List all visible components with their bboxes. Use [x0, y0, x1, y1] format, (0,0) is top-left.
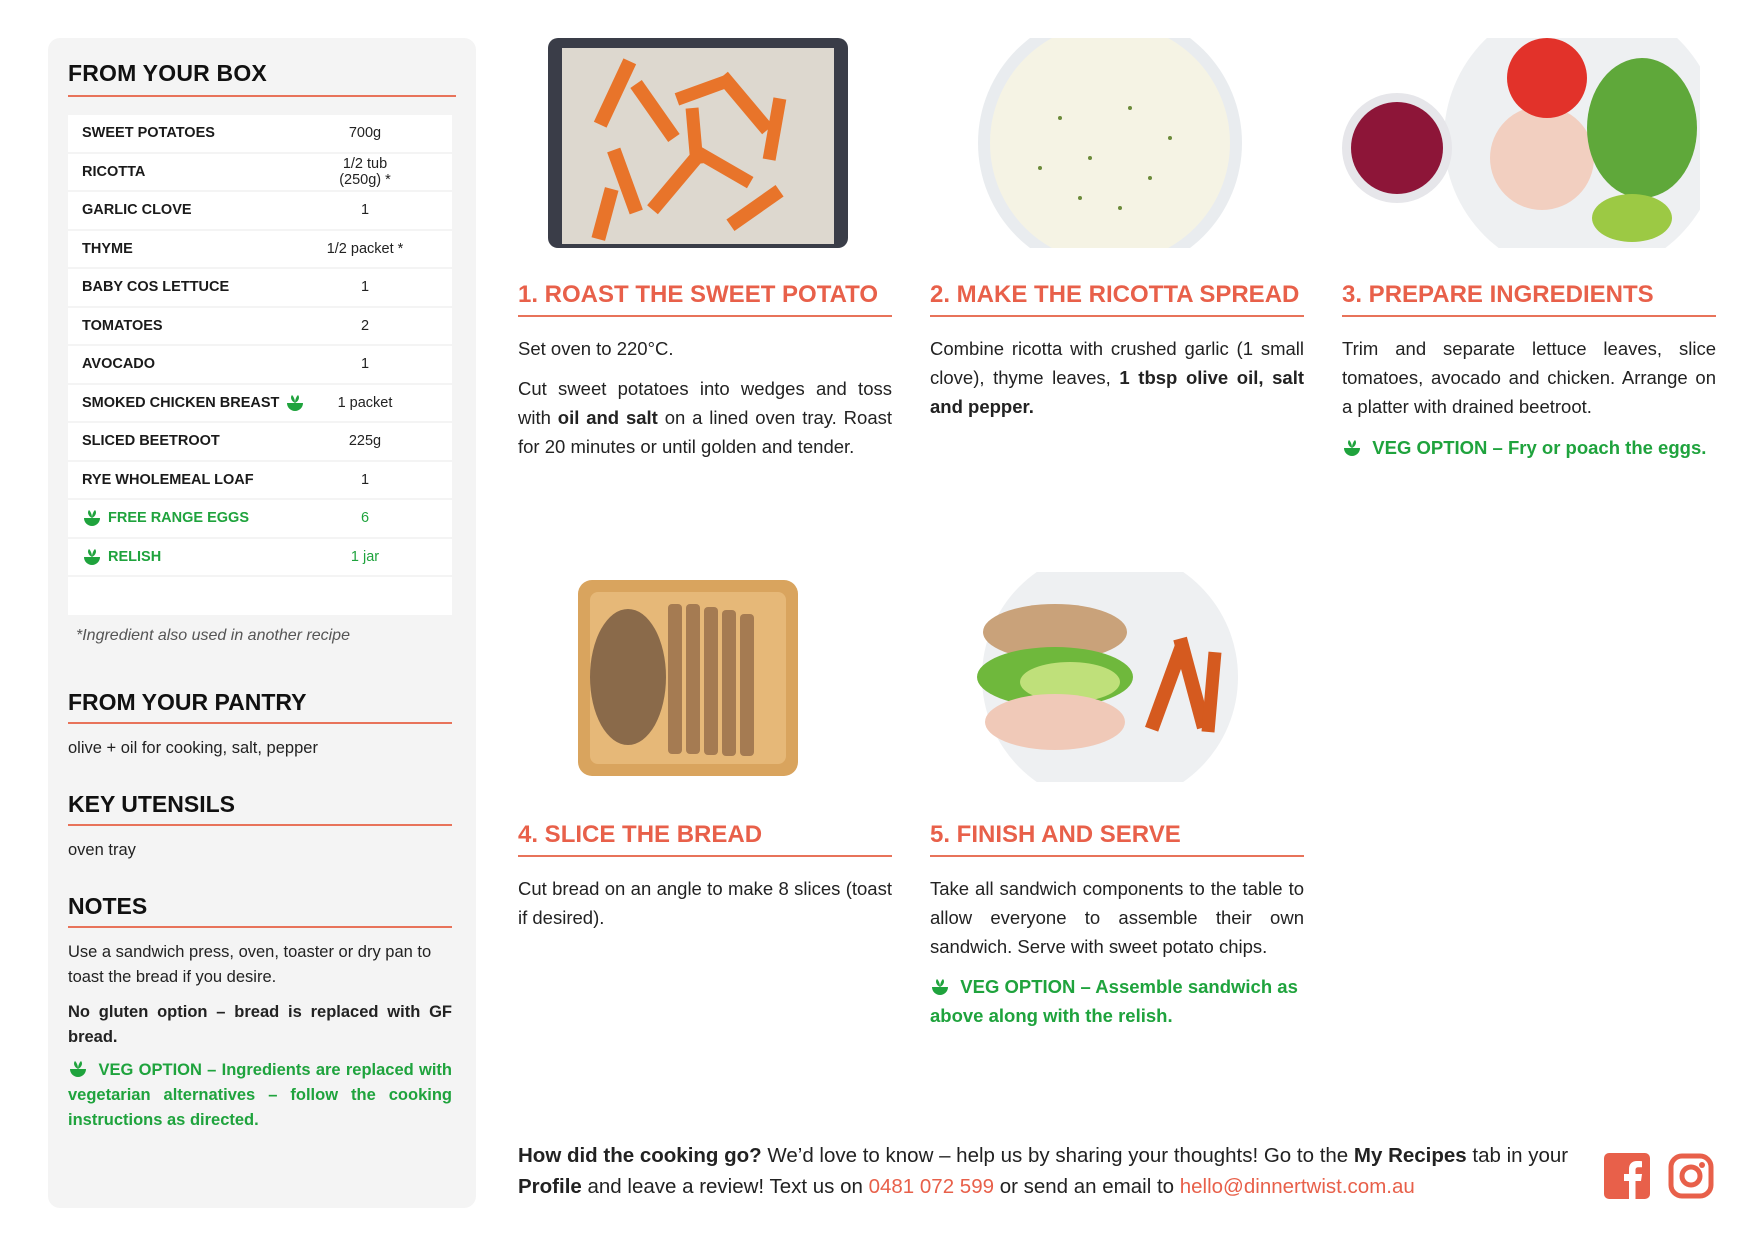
ingredient-name-wrap [82, 509, 322, 527]
facebook-icon[interactable] [1604, 1153, 1650, 1199]
step1-text-2a: Cut sweet potatoes into wedges and toss with [518, 378, 892, 428]
table-spacer [68, 577, 452, 615]
step2-text [930, 334, 1304, 421]
veg-leaf-icon [285, 394, 305, 412]
ingredient-row [68, 115, 452, 154]
step2-text-a: Combine ricotta with crushed garlic (1 small clove), thyme leaves, [930, 338, 1304, 388]
step3-title: 3. PREPARE INGREDIENTS [1342, 281, 1716, 317]
footer-my-recipes[interactable]: My Recipes [1353, 1144, 1467, 1167]
step5-text: Take all sandwich components to the table to allow everyone to assemble their own sandwich. Serve with sweet potato chips. [930, 878, 1304, 957]
ingredient-name: THYME [82, 240, 133, 257]
step3-text: Trim and separate lettuce leaves, slice tomatoes, avocado and chicken. Arrange on a platter with drained beetroot. [1342, 338, 1716, 417]
ingredient-qty: 1/2 packet * [326, 240, 404, 257]
ingredient-qty: 700g [348, 125, 382, 142]
step1-text-1: Set oven to 220°C. [518, 338, 674, 359]
photo-sweet-potato-tray [518, 38, 872, 248]
veg-leaf-icon [82, 509, 102, 527]
ingredient-name: SWEET POTATOES [82, 125, 215, 142]
photo-ingredients-platter [1342, 38, 1700, 248]
ingredient-row-veg [68, 539, 452, 578]
notes-veg [68, 1058, 452, 1133]
ingredient-row [68, 231, 452, 270]
ingredients-table [68, 115, 452, 615]
veg-leaf-icon [68, 1060, 88, 1078]
ingredient-row [68, 269, 452, 308]
step1-text-2b: oil and salt [557, 407, 658, 428]
footer-profile[interactable]: Profile [518, 1175, 582, 1198]
step3-veg-text: VEG OPTION – Fry or poach the eggs. [1372, 437, 1707, 458]
ingredient-qty: 1 [360, 471, 370, 488]
ingredient-name: AVOCADO [82, 356, 156, 373]
ingredient-qty: 1 packet [337, 394, 393, 411]
ingredient-name: RELISH [108, 548, 162, 565]
utensils-text: oven tray [68, 841, 136, 859]
step4-title: 4. SLICE THE BREAD [518, 821, 892, 857]
footer-phone[interactable]: 0481 072 599 [868, 1175, 994, 1198]
ingredient-name: RICOTTA [82, 163, 146, 180]
ingredient-qty: 1/2 tub (250g) * [339, 155, 391, 188]
footer-text-3: and leave a review! Text us on [581, 1175, 869, 1198]
ingredient-row [68, 423, 452, 462]
footer-question: How did the cooking go? [518, 1144, 762, 1167]
ingredient-name: RYE WHOLEMEAL LOAF [82, 471, 254, 488]
ingredient-row [68, 154, 452, 193]
step2-title: 2. MAKE THE RICOTTA SPREAD [930, 281, 1304, 317]
feedback-footer [518, 1140, 1578, 1202]
ingredient-name: SMOKED CHICKEN BREAST [82, 394, 280, 411]
step5-title: 5. FINISH AND SERVE [930, 821, 1304, 857]
step1-text-2c: on a lined oven tray. Roast for 20 minutes or until golden and tender. [518, 407, 892, 457]
utensils-title: KEY UTENSILS [68, 791, 452, 826]
ingredient-qty: 2 [360, 317, 370, 334]
ingredient-name-wrap [82, 394, 322, 412]
ingredient-name: TOMATOES [82, 317, 163, 334]
ingredient-name: GARLIC CLOVE [82, 202, 192, 219]
instagram-icon[interactable] [1668, 1153, 1714, 1199]
step2-text-b: 1 tbsp olive oil, salt and pepper. [930, 367, 1305, 417]
photo-ricotta-bowl [930, 38, 1295, 248]
notes-veg-text: VEG OPTION – Ingredients are replaced with vegetarian alternatives – follow the cooking instructions as directed. [68, 1061, 452, 1129]
ingredient-row [68, 192, 452, 231]
step5-veg [930, 972, 1304, 1030]
box-title: FROM YOUR BOX [68, 60, 456, 97]
photo-finished-sandwich [930, 572, 1295, 782]
pantry-text: olive + oil for cooking, salt, pepper [68, 739, 318, 757]
footer-text-4: or send an email to [994, 1175, 1180, 1198]
pantry-title: FROM YOUR PANTRY [68, 689, 452, 724]
ingredients-sidebar [48, 38, 476, 1208]
ingredient-row-veg [68, 500, 452, 539]
ingredient-name: SLICED BEETROOT [82, 433, 220, 450]
step1-text-2 [518, 374, 892, 461]
ingredient-qty: 1 [360, 279, 370, 296]
photo-sliced-bread [518, 572, 872, 782]
notes-text: Use a sandwich press, oven, toaster or dry pan to toast the bread if you desire. [68, 943, 432, 986]
step5-veg-text: VEG OPTION – Assemble sandwich as above along with the relish. [930, 976, 1298, 1026]
footer-email-link[interactable]: hello@dinnertwist.com.au [1179, 1175, 1415, 1198]
ingredient-name: FREE RANGE EGGS [108, 510, 249, 527]
ingredient-qty: 1 [360, 356, 370, 373]
ingredient-qty: 225g [348, 433, 382, 450]
notes-gluten: No gluten option – bread is replaced with GF bread. [68, 1003, 452, 1046]
step1-title: 1. ROAST THE SWEET POTATO [518, 281, 892, 317]
step3-veg [1342, 433, 1716, 462]
veg-leaf-icon [82, 548, 102, 566]
notes-title: NOTES [68, 893, 452, 928]
ingredient-qty: 1 [360, 202, 370, 219]
ingredient-name-wrap [82, 548, 322, 566]
ingredient-row [68, 346, 452, 385]
ingredient-qty: 1 jar [350, 548, 380, 565]
footnote: *Ingredient also used in another recipe [76, 627, 350, 644]
ingredient-qty: 6 [360, 510, 370, 527]
veg-leaf-icon [1342, 439, 1362, 457]
veg-leaf-icon [930, 978, 950, 996]
footer-text-2: tab in your [1466, 1144, 1569, 1167]
ingredient-name: BABY COS LETTUCE [82, 279, 230, 296]
footer-text-1: We’d love to know – help us by sharing your thoughts! Go to the [761, 1144, 1354, 1167]
ingredient-row [68, 462, 452, 501]
ingredient-row [68, 308, 452, 347]
ingredient-row [68, 385, 452, 424]
step4-text: Cut bread on an angle to make 8 slices (toast if desired). [518, 878, 892, 928]
